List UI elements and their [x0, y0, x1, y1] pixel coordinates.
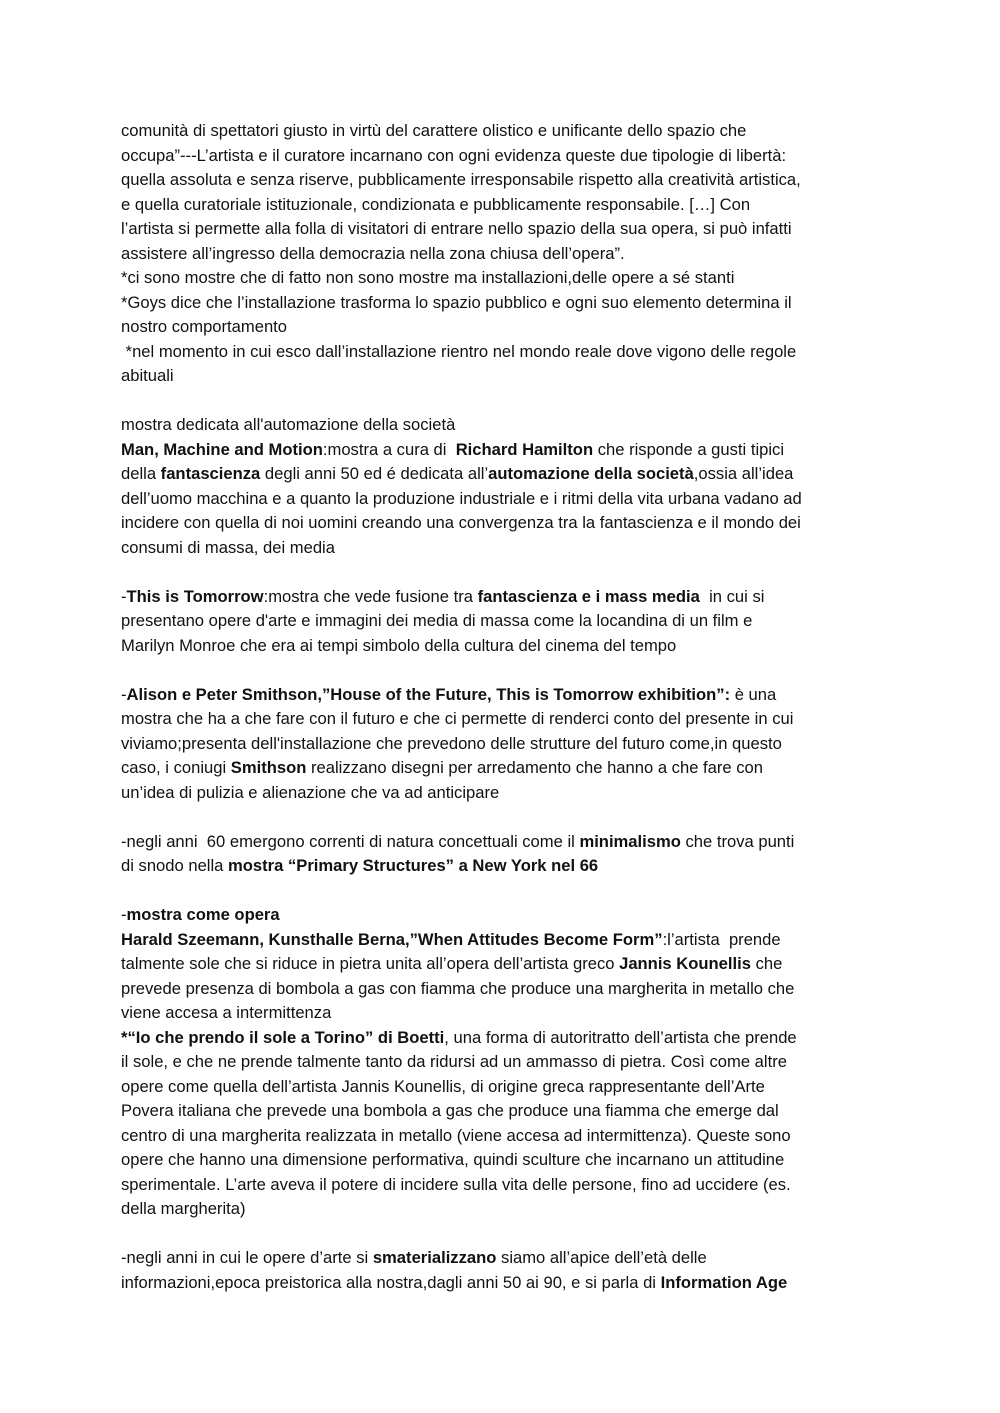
text-line: abituali — [121, 366, 174, 385]
text-line: consumi di massa, dei media — [121, 537, 335, 557]
text-run: -negli anni 60 emergono correnti di natura concettuali come il — [121, 831, 580, 851]
text-line: opere come quella dell’artista Jannis Kounellis, di origine greca rappresentante dell’Arte — [121, 1076, 765, 1096]
text-run: :l’artista prende — [662, 929, 781, 949]
text-line — [121, 903, 881, 928]
text-run: degli anni 50 ed é dedicata all’ — [260, 464, 489, 483]
text-line — [121, 854, 881, 879]
text-run: -negli anni in cui le opere d’arte si — [121, 1248, 373, 1267]
text-run: di snodo nella — [121, 856, 229, 875]
text-line: l’artista si permette alla folla di visitatori di entrare nello spazio della sua opera, si può infatti — [121, 219, 792, 238]
bold-text: automazione della società — [488, 464, 694, 483]
blank-line — [121, 879, 881, 904]
bold-text: This is Tomorrow — [126, 586, 264, 606]
text-line: opere che hanno una dimensione performativa, quindi sculture che incarnano un attitudine — [121, 1150, 785, 1169]
text-line: *nel momento in cui esco dall’installazione rientro nel mondo reale dove vigono delle regole — [121, 341, 797, 361]
text-line: comunità di spettatori giusto in virtù del carattere olistico e unificante dello spazio che — [121, 121, 747, 140]
paragraph-man-machine-motion — [121, 413, 881, 560]
text-run: in cui si — [699, 586, 765, 606]
text-run: che risponde a gusti tipici — [593, 439, 785, 459]
bold-text: Alison e Peter Smithson,”House of the Future, This is Tomorrow exhibition”: — [126, 684, 731, 704]
text-line — [121, 462, 881, 487]
bold-text: *“Io che prendo il sole a Torino” di Boetti — [121, 1027, 445, 1047]
text-line: viene accesa a intermittenza — [121, 1003, 332, 1022]
text-line: assistere all’ingresso della democrazia nella zona chiusa dell’opera”. — [121, 243, 625, 263]
paragraph-mostra-come-opera — [121, 903, 881, 1222]
text-run: , una forma di autoritratto dell’artista che prende — [444, 1027, 797, 1047]
text-line: nostro comportamento — [121, 317, 288, 336]
bold-text: minimalismo — [579, 831, 681, 851]
text-line — [121, 1026, 881, 1051]
bold-text: Richard Hamilton — [455, 439, 594, 459]
bold-text: Harald Szeemann, Kunsthalle Berna,”When Attitudes Become Form” — [121, 929, 663, 949]
text-line — [121, 438, 881, 463]
blank-line — [121, 1222, 881, 1247]
text-line: della margherita) — [121, 1199, 246, 1218]
paragraph-intro — [121, 119, 881, 389]
text-line: il sole, e che ne prende talmente tanto da ridursi ad un ammasso di pietra. Così come altre — [121, 1052, 787, 1071]
text-run: - — [121, 905, 127, 924]
paragraph-this-is-tomorrow — [121, 585, 881, 659]
text-line — [121, 756, 881, 781]
text-run: siamo all’apice dell’età delle — [496, 1248, 707, 1267]
bold-text: mostra “Primary Structures” a New York nel 66 — [228, 856, 599, 875]
text-run: caso, i coniugi — [121, 758, 231, 777]
text-line: presentano opere d'arte e immagini dei media di massa come la locandina di un film e — [121, 611, 753, 630]
text-line: e quella curatoriale istituzionale, condizionata e pubblicamente responsabile. […] Con — [121, 194, 751, 214]
paragraph-information-age — [121, 1246, 881, 1295]
text-run: :mostra a cura di — [322, 439, 456, 459]
bold-text: fantascienza — [160, 464, 261, 483]
bold-text: smaterializzano — [372, 1248, 497, 1267]
paragraph-minimalismo — [121, 830, 881, 879]
text-run: che — [750, 954, 783, 973]
text-line: un’idea di pulizia e alienazione che va ad anticipare — [121, 782, 500, 802]
text-line — [121, 683, 881, 708]
bold-text: Man, Machine and Motion — [121, 439, 323, 459]
text-line: *Goys dice che l’installazione trasforma lo spazio pubblico e ogni suo elemento determina il — [121, 292, 792, 312]
text-line: dell’uomo macchina e a quanto la produzione industriale e i ritmi della vita urbana vadano ad — [121, 488, 802, 508]
text-run: - — [121, 684, 127, 704]
text-run: ,ossia all’idea — [693, 464, 794, 483]
bold-text: Information Age — [660, 1272, 788, 1292]
text-run: realizzano disegni per arredamento che hanno a che fare con — [306, 758, 763, 777]
text-run: talmente sole che si riduce in pietra unita all’opera dell’artista greco — [121, 954, 620, 973]
bold-text: fantascienza e i mass media — [477, 586, 700, 606]
blank-line — [121, 389, 881, 414]
text-line: Povera italiana che prevede una bombola a gas che produce una fiamma che emerge dal — [121, 1101, 779, 1120]
text-run: :mostra che vede fusione tra — [263, 586, 478, 606]
paragraph-smithson — [121, 683, 881, 806]
blank-line — [121, 658, 881, 683]
text-line: incidere con quella di noi uomini creando una convergenza tra la fantascienza e il mondo dei — [121, 513, 801, 532]
text-line — [121, 830, 881, 855]
text-line: Marilyn Monroe che era ai tempi simbolo della cultura del cinema del tempo — [121, 635, 677, 655]
text-line: *ci sono mostre che di fatto non sono mostre ma installazioni,delle opere a sé stanti — [121, 268, 735, 287]
text-line: quella assoluta e senza riserve, pubblicamente irresponsabile rispetto alla creatività artistica, — [121, 170, 801, 189]
bold-text: Smithson — [230, 758, 307, 777]
text-line: mostra dedicata all'automazione della società — [121, 415, 456, 434]
text-run: che trova punti — [680, 831, 795, 851]
text-line — [121, 928, 881, 953]
text-line — [121, 1246, 881, 1271]
document-page — [121, 119, 881, 1295]
bold-text: mostra come opera — [126, 905, 280, 924]
text-line — [121, 585, 881, 610]
text-line: mostra che ha a che fare con il futuro e che ci permette di renderci conto del presente in cui — [121, 709, 794, 728]
bold-text: Jannis Kounellis — [619, 954, 751, 973]
text-run: - — [121, 586, 127, 606]
text-line — [121, 1271, 881, 1296]
blank-line — [121, 805, 881, 830]
blank-line — [121, 560, 881, 585]
text-run: informazioni,epoca preistorica alla nostra,dagli anni 50 ai 90, e si parla di — [121, 1272, 661, 1292]
text-line — [121, 952, 881, 977]
text-line: viviamo;presenta dell'installazione che prevedono delle strutture del futuro come,in questo — [121, 733, 782, 753]
text-line: prevede presenza di bombola a gas con fiamma che produce una margherita in metallo che — [121, 978, 795, 998]
text-line: centro di una margherita realizzata in metallo (viene accesa ad intermittenza). Queste sono — [121, 1125, 791, 1145]
text-line: occupa”---L’artista e il curatore incarnano con ogni evidenza queste due tipologie di libertà: — [121, 145, 787, 165]
text-run: della — [121, 464, 161, 483]
text-run: è una — [730, 684, 777, 704]
text-line: sperimentale. L’arte aveva il potere di incidere sulla vita delle persone, fino ad uccidere (es. — [121, 1174, 791, 1194]
